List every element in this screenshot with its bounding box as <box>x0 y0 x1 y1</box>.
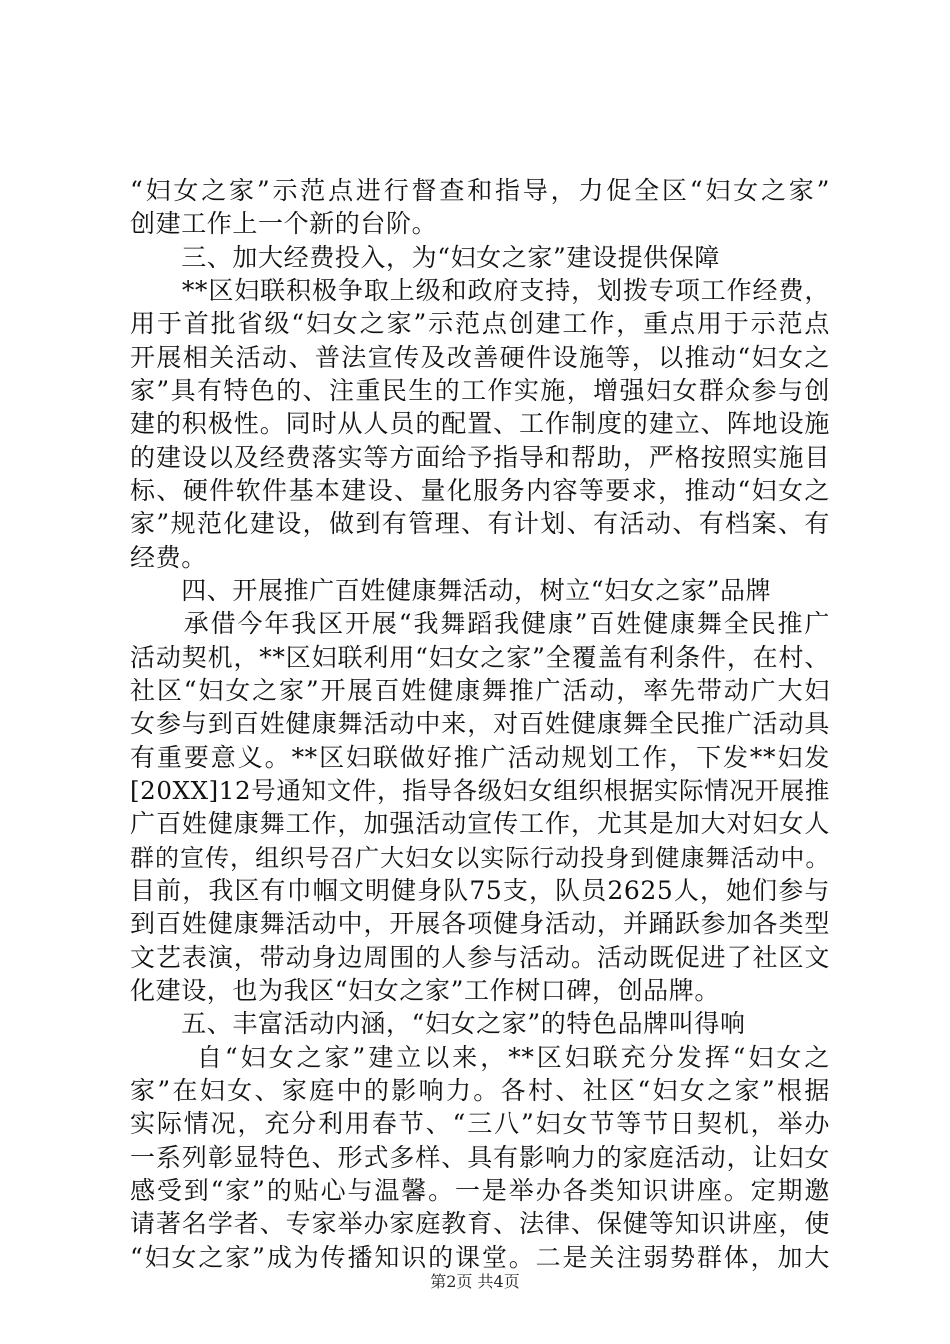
body-line: 家”在妇女、家庭中的影响力。各村、社区“妇女之家”根据 <box>130 1076 830 1105</box>
section-heading: 四、开展推广百姓健康舞活动，树立“妇女之家”品牌 <box>130 576 772 605</box>
section-heading: 三、加大经费投入，为“妇女之家”建设提供保障 <box>130 243 720 272</box>
body-line: “妇女之家”成为传播知识的课堂。二是关注弱势群体，加大 <box>130 1243 830 1272</box>
body-line: 经费。 <box>130 543 207 572</box>
body-line: 活动契机，**区妇联利用“妇女之家”全覆盖有利条件，在村、 <box>130 643 830 672</box>
body-line: 的建设以及经费落实等方面给予指导和帮助，严格按照实施目 <box>130 443 830 472</box>
body-line: 到百姓健康舞活动中，开展各项健身活动，并踊跃参加各类型 <box>130 909 830 938</box>
body-line: 标、硬件软件基本建设、量化服务内容等要求，推动“妇女之 <box>130 476 830 505</box>
body-line: 有重要意义。**区妇联做好推广活动规划工作，下发**妇发 <box>130 743 830 772</box>
body-line: “妇女之家”示范点进行督查和指导，力促全区“妇女之家” <box>130 176 830 205</box>
body-line: 群的宣传，组织号召广大妇女以实际行动投身到健康舞活动中。 <box>130 844 830 872</box>
page-number-footer: 第2页 共4页 <box>430 1272 520 1291</box>
body-line: 家”规范化建设，做到有管理、有计划、有活动、有档案、有 <box>130 509 830 538</box>
body-line: 感受到“家”的贴心与温馨。一是举办各类知识讲座。定期邀 <box>130 1176 830 1205</box>
body-line: 自“妇女之家”建立以来，**区妇联充分发挥“妇女之 <box>130 1043 830 1072</box>
body-line: 用于首批省级“妇女之家”示范点创建工作，重点用于示范点 <box>130 309 830 338</box>
body-line: 文艺表演，带动身边周围的人参与活动。活动既促进了社区文 <box>130 943 830 972</box>
body-line: 社区“妇女之家”开展百姓健康舞推广活动，率先带动广大妇 <box>130 676 830 705</box>
body-line: 创建工作上一个新的台阶。 <box>130 209 438 238</box>
body-line: 女参与到百姓健康舞活动中来，对百姓健康舞全民推广活动具 <box>130 709 830 738</box>
body-line: [20XX]12号通知文件，指导各级妇女组织根据实际情况开展推 <box>130 776 830 805</box>
section-heading: 五、丰富活动内涵，“妇女之家”的特色品牌叫得响 <box>130 1009 746 1038</box>
body-line: 建的积极性。同时从人员的配置、工作制度的建立、阵地设施 <box>130 409 830 438</box>
body-line: **区妇联积极争取上级和政府支持，划拨专项工作经费， <box>130 276 830 305</box>
body-line: 一系列彰显特色、形式多样、具有影响力的家庭活动，让妇女 <box>130 1143 830 1172</box>
body-line: 请著名学者、专家举办家庭教育、法律、保健等知识讲座，使 <box>130 1209 830 1238</box>
body-line: 化建设，也为我区“妇女之家”工作树口碑，创品牌。 <box>130 976 720 1005</box>
body-line: 承借今年我区开展“我舞蹈我健康”百姓健康舞全民推广 <box>130 609 830 638</box>
body-line: 开展相关活动、普法宣传及改善硬件设施等，以推动“妇女之 <box>130 343 830 372</box>
body-line: 目前，我区有巾帼文明健身队75支，队员2625人，她们参与 <box>130 876 830 905</box>
body-line: 实际情况，充分利用春节、“三八”妇女节等节日契机，举办 <box>130 1109 830 1138</box>
body-line: 广百姓健康舞工作，加强活动宣传工作，尤其是加大对妇女人 <box>130 809 830 838</box>
body-line: 家”具有特色的、注重民生的工作实施，增强妇女群众参与创 <box>130 376 830 405</box>
